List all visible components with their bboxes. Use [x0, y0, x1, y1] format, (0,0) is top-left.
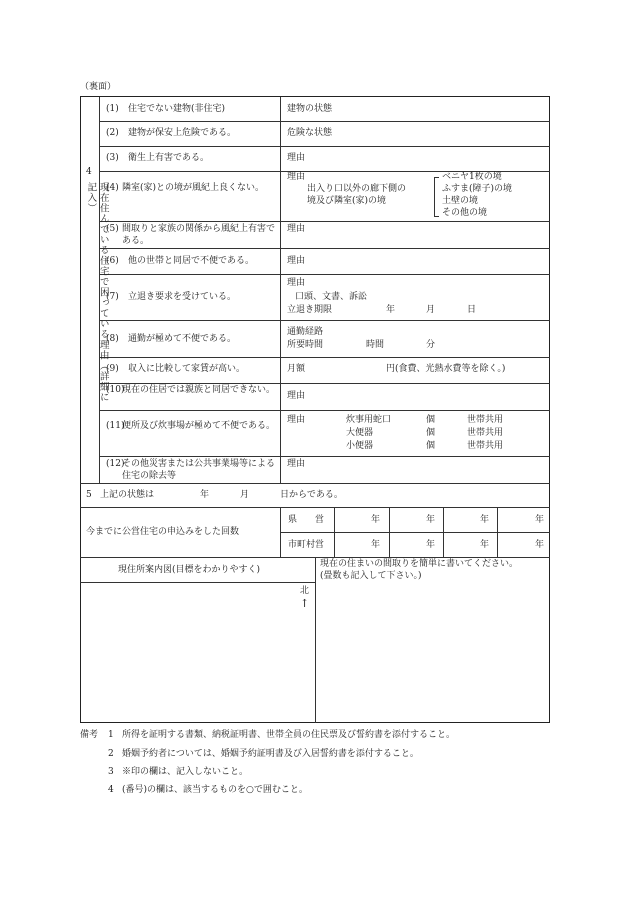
floorplan-drawing-area[interactable] [318, 586, 548, 720]
applications-municipal-year-1: 年 [371, 540, 381, 550]
row-9-yen-note: 円(食費、光熱水費等を除く。) [386, 364, 506, 374]
page-label: （裏面） [80, 82, 117, 92]
row-3-num: (3) [106, 153, 119, 163]
row-11-item-3-unit: 個 [426, 441, 436, 451]
applications-municipal-year-4: 年 [535, 540, 545, 550]
applications-prefecture-year-4: 年 [535, 515, 545, 525]
row-7-day: 日 [467, 305, 477, 315]
applications-municipal-year-2: 年 [426, 540, 436, 550]
section5-year: 年 [200, 490, 210, 500]
row-4-left-line1: 出入り口以外の廊下側の [307, 184, 407, 194]
note-3-num: 3 [108, 767, 114, 777]
row-6-detail: 理由 [287, 256, 306, 266]
row-11-detail: 理由 [287, 415, 306, 425]
row-6-num: (6) [106, 256, 119, 266]
notes-prefix: 備考 [80, 730, 99, 740]
note-4-text: (番号)の欄は、該当するものを○で囲むこと。 [122, 785, 308, 795]
row-2-label: 建物が保安上危険である。 [128, 128, 237, 138]
row-4-option-3: 土壁の境 [442, 196, 479, 206]
section5-number: 5 [86, 490, 92, 500]
map-drawing-area[interactable] [82, 600, 312, 720]
note-1-text: 所得を証明する書類、納税証明書、世帯全員の住民票及び誓約書を添付すること。 [122, 730, 456, 740]
row-7-line1: 口頭、文書、訴訟 [295, 292, 368, 302]
note-2-num: 2 [108, 749, 114, 759]
row-11-item-2-shared: 世帯共用 [467, 428, 504, 438]
row-5-detail: 理由 [287, 224, 306, 234]
row-7-detail: 理由 [287, 278, 306, 288]
section4-title: 現在住んでいる住宅で困っている理由（詳細に記入） [85, 182, 109, 403]
row-7-year: 年 [386, 305, 396, 315]
row-9-detail: 月額 [287, 364, 306, 374]
row-8-time-label: 所要時間 [287, 340, 324, 350]
section5-month: 月 [240, 490, 250, 500]
row-11-item-3-name: 小便器 [346, 441, 374, 451]
row-1-num: (1) [106, 104, 119, 114]
applications-prefecture: 県 営 [288, 515, 325, 525]
north-label: 北 [300, 586, 310, 596]
row-10-label: 現在の住居では親族と同居できない。 [122, 385, 276, 395]
row-2-detail: 危険な状態 [287, 128, 333, 138]
row-8-label: 通勤が極めて不便である。 [128, 334, 237, 344]
row-5-label: 間取りと家族の関係から風紀上有害である。 [122, 224, 276, 246]
row-8-num: (8) [106, 334, 119, 344]
row-3-detail: 理由 [287, 153, 306, 163]
row-10-detail: 理由 [287, 391, 306, 401]
row-4-label: 隣室(家)との境が風紀上良くない。 [122, 183, 265, 193]
row-4-option-1: ベニヤ1枚の境 [442, 172, 502, 182]
row-7-label: 立退き要求を受けている。 [128, 292, 237, 302]
row-4-option-2: ふすま(障子)の境 [442, 184, 513, 194]
row-4-bracket [434, 177, 439, 217]
floorplan-header-line1: 現在の住まいの間取りを簡単に書いてください。 [320, 559, 519, 569]
row-11-item-2-name: 大便器 [346, 428, 374, 438]
note-4-num: 4 [108, 785, 114, 795]
floorplan-header-line2: (畳数も記入して下さい。) [320, 571, 422, 581]
note-3-text: ※印の欄は、記入しないこと。 [122, 767, 249, 777]
row-2-num: (2) [106, 128, 119, 138]
map-header: 現住所案内図(目標をわかりやすく) [118, 565, 261, 575]
row-8-minutes: 分 [426, 340, 436, 350]
applications-prefecture-year-2: 年 [426, 515, 436, 525]
row-12-detail: 理由 [287, 459, 306, 469]
row-7-month: 月 [426, 305, 436, 315]
applications-prefecture-year-3: 年 [480, 515, 490, 525]
row-11-item-3-shared: 世帯共用 [467, 441, 504, 451]
row-11-item-1-name: 炊事用蛇口 [346, 415, 392, 425]
section4-number: 4 [86, 167, 92, 177]
row-11-item-1-unit: 個 [426, 415, 436, 425]
row-3-label: 衛生上有害である。 [128, 153, 210, 163]
row-11-item-2-unit: 個 [426, 428, 436, 438]
row-8-detail: 通勤経路 [287, 327, 324, 337]
row-4-num: (4) [106, 183, 119, 193]
row-12-num: (12) [106, 459, 125, 469]
row-7-deadline-label: 立退き期限 [287, 305, 333, 315]
row-1-detail: 建物の状態 [287, 104, 333, 114]
row-8-hours: 時間 [366, 340, 385, 350]
note-1-num: 1 [108, 730, 114, 740]
applications-label: 今までに公営住宅の申込みをした回数 [86, 527, 240, 537]
row-4-detail: 理由 [287, 172, 306, 182]
row-5-num: (5) [106, 224, 119, 234]
row-6-label: 他の世帯と同居で不便である。 [128, 256, 255, 266]
north-arrow-icon: ↑ [300, 597, 310, 610]
applications-municipal-year-3: 年 [480, 540, 490, 550]
row-4-left-line2: 境及び隣室(家)の境 [307, 196, 387, 206]
row-4-option-4: その他の境 [442, 208, 488, 218]
applications-prefecture-year-1: 年 [371, 515, 381, 525]
row-10-num: (10) [106, 385, 125, 395]
section5-label: 上記の状態は [100, 490, 155, 500]
row-9-label: 収入に比較して家賃が高い。 [128, 364, 246, 374]
row-1-label: 住宅でない建物(非住宅) [128, 104, 226, 114]
row-11-num: (11) [106, 421, 125, 431]
applications-municipal: 市町村営 [288, 540, 325, 550]
row-11-label: 便所及び炊事場が極めて不便である。 [122, 421, 276, 431]
section5-suffix: 日からである。 [280, 490, 343, 500]
row-7-num: (7) [106, 292, 119, 302]
row-11-item-1-shared: 世帯共用 [467, 415, 504, 425]
row-12-label: その他災害または公共事業場等による住宅の除去等 [122, 459, 276, 481]
row-9-num: (9) [106, 364, 119, 374]
note-2-text: 婚姻予約者については、婚姻予約証明書及び入居誓約書を添付すること。 [122, 749, 419, 759]
